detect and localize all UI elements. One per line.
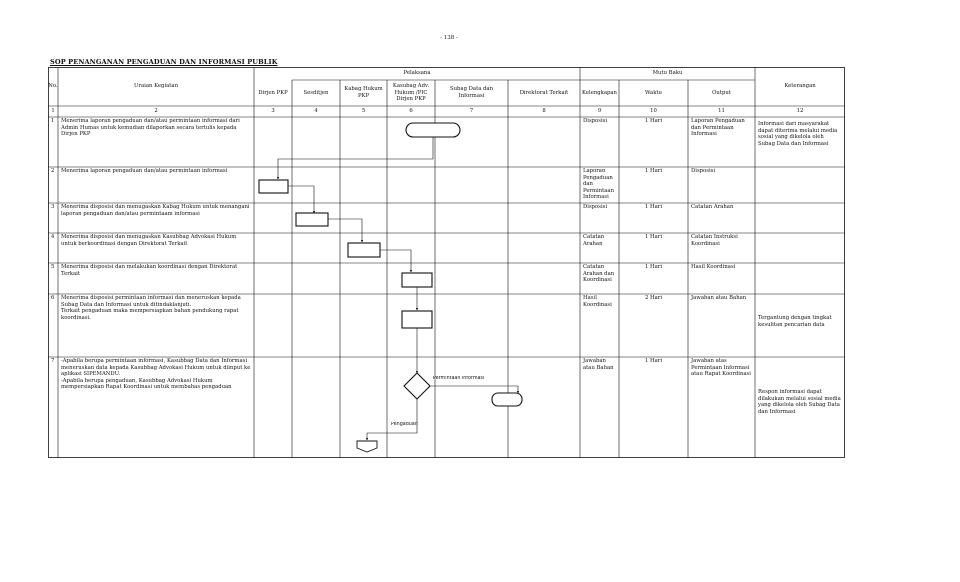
header-pelaksana-col: Dirjen PKP bbox=[258, 89, 288, 96]
row-waktu: 1 Hari bbox=[644, 358, 663, 364]
row-waktu: 1 Hari bbox=[644, 118, 663, 124]
header-col-number: 2 bbox=[154, 108, 158, 115]
flow-start-terminator bbox=[406, 123, 460, 137]
header-mutu-col: Waktu bbox=[645, 89, 662, 96]
flow-end-terminator bbox=[492, 393, 522, 406]
header-col-number: 5 bbox=[361, 108, 366, 115]
header-no: No. bbox=[48, 83, 58, 90]
header-pelaksana-col: Kabag Hukum PKP bbox=[344, 86, 383, 99]
row-kelengkapan: Laporan Pengaduan dan Permintaan Informasi bbox=[583, 168, 614, 201]
row-uraian: Menerima disposisi dan menugaskan Kabag Hukum untuk menangani laporan pengaduan dan/atau permintaam informasi bbox=[61, 204, 250, 217]
row-output: Catatan Instruksi Koordinasi bbox=[691, 234, 738, 247]
header-col-number: 12 bbox=[796, 108, 804, 115]
row-number: 1 bbox=[51, 118, 55, 124]
row-keterangan: Respon informasi dapat dilakukan melalui sosial media yang dikelola oleh Subag Data dan Informasi bbox=[758, 389, 841, 415]
header-mutu-baku: Mutu Baku bbox=[652, 70, 683, 77]
row-output: Jawaban atau Bahan bbox=[691, 295, 747, 301]
header-mutu-col: Kelengkapan bbox=[582, 89, 617, 96]
row-number: 4 bbox=[51, 234, 55, 240]
row-keterangan bbox=[755, 263, 845, 294]
row-uraian: Menerima disposisi dan melakukan koordinasi dengan Direktorat Terkait bbox=[61, 264, 238, 277]
row-kelengkapan: Catatan Arahan dan Koordinasi bbox=[583, 264, 615, 284]
row-uraian: -Apabila berupa permintaan informasi, Kasubbag Data dan Informasi meneruskan data kepada Kasubbag Advokasi Hukum untuk diinput ke aplikasi SIPEMANDU. -Apabila berupa pengaduan, Kasubbag Advokasi Hukum mempersiapkan Rapat Koordinasi untuk membahas pengaduan bbox=[61, 358, 251, 391]
document-title: SOP PENANGANAN PENGADUAN DAN INFORMASI PUBLIK bbox=[50, 58, 278, 66]
row-waktu: 1 Hari bbox=[644, 204, 663, 210]
header-col-number: 3 bbox=[271, 108, 275, 115]
row-waktu: 2 Hari bbox=[644, 295, 663, 301]
header-mutu-col: Output bbox=[712, 89, 731, 96]
row-keterangan bbox=[755, 233, 845, 263]
header-col-number: 1 bbox=[51, 108, 55, 115]
flow-process-kabag bbox=[348, 243, 380, 257]
row-number: 6 bbox=[51, 295, 55, 301]
row-keterangan bbox=[755, 203, 845, 233]
header-col-number: 4 bbox=[314, 108, 318, 115]
row-number: 3 bbox=[51, 204, 55, 210]
header-pelaksana-col: Sesditjen bbox=[303, 89, 329, 96]
row-output: Jawaban atas Permintaan Informasi atau Rapat Koordinasi bbox=[691, 358, 751, 378]
flow-label-permintaan: Permintaan informasi bbox=[433, 376, 485, 381]
row-output: Laporan Pengaduan dan Permintaan Informasi bbox=[691, 118, 745, 138]
row-number: 5 bbox=[51, 264, 55, 270]
row-output: Catatan Arahan bbox=[691, 204, 734, 210]
row-kelengkapan: Jawaban atau Bahan bbox=[583, 358, 614, 371]
row-number: 7 bbox=[51, 358, 55, 364]
header-col-number: 6 bbox=[409, 108, 413, 115]
header-col-number: 7 bbox=[469, 108, 474, 115]
flow-label-pengaduan: Pengaduan bbox=[391, 422, 418, 427]
flow-process-sesditjen bbox=[296, 213, 328, 226]
row-kelengkapan: Disposisi bbox=[583, 204, 608, 210]
page-number: - 138 - bbox=[440, 35, 458, 41]
header-pelaksana-col: Kasubag Adv. Hukum /PIC Dirjen PKP bbox=[392, 83, 430, 103]
row-output: Disposisi bbox=[691, 168, 716, 174]
row-uraian: Menerima laporan pengaduan dan/atau permintaan informasi bbox=[61, 168, 228, 174]
row-waktu: 1 Hari bbox=[644, 234, 663, 240]
row-uraian: Menerima disposisi dan menugaskan Kasubbag Advokasi Hukum untuk berkoordinasi dengan Direktorat Terkait bbox=[61, 234, 237, 247]
row-uraian: Menerima disposisi permintaan informasi dan meneruskan kepada Subag Data dan Informasi untuk ditindaklanjuti. Terkait pengaduan maka mempersiapkan bahan pendukung rapat koordinasi. bbox=[61, 295, 241, 321]
header-col-number: 10 bbox=[650, 108, 657, 115]
row-output: Hasil Koordinasi bbox=[691, 264, 736, 270]
sop-table bbox=[48, 67, 845, 458]
header-pelaksana: Pelaksana bbox=[403, 70, 431, 77]
row-kelengkapan: Disposisi bbox=[583, 118, 608, 124]
flow-process-kasubag-5 bbox=[402, 273, 432, 287]
row-keterangan: Informasi dari masyarakat dapat diterima melalui media sosial yang dikelola oleh Subag Data dan Informasi bbox=[758, 121, 838, 147]
row-kelengkapan: Hasil Koordinasi bbox=[583, 295, 612, 308]
row-keterangan bbox=[755, 167, 845, 203]
row-waktu: 1 Hari bbox=[644, 168, 663, 174]
row-number: 2 bbox=[51, 168, 55, 174]
header-keterangan: Keterangan bbox=[784, 83, 816, 90]
row-waktu: 1 Hari bbox=[644, 264, 663, 270]
row-keterangan: Tergantung dengan tingkat kesulitan pencarian data bbox=[758, 315, 832, 328]
row-uraian: Menerima laporan pengaduan dan/atau permintaan informasi dari Admin Humas untuk kemudian dilaporkan secara tertulis kepada Dirjen PKP bbox=[61, 118, 240, 138]
header-pelaksana-col: Subag Data dan Informasi bbox=[450, 86, 493, 99]
header-uraian: Uraian Kegiatan bbox=[134, 83, 178, 90]
header-col-number: 9 bbox=[597, 108, 602, 115]
row-kelengkapan: Catatan Arahan bbox=[583, 234, 605, 247]
header-col-number: 11 bbox=[718, 108, 725, 115]
header-pelaksana-col: Direktorat Terkait bbox=[519, 89, 569, 96]
header-col-number: 8 bbox=[542, 108, 546, 115]
flow-process-dirjen bbox=[259, 180, 288, 193]
flow-process-kasubag-6 bbox=[402, 311, 432, 328]
